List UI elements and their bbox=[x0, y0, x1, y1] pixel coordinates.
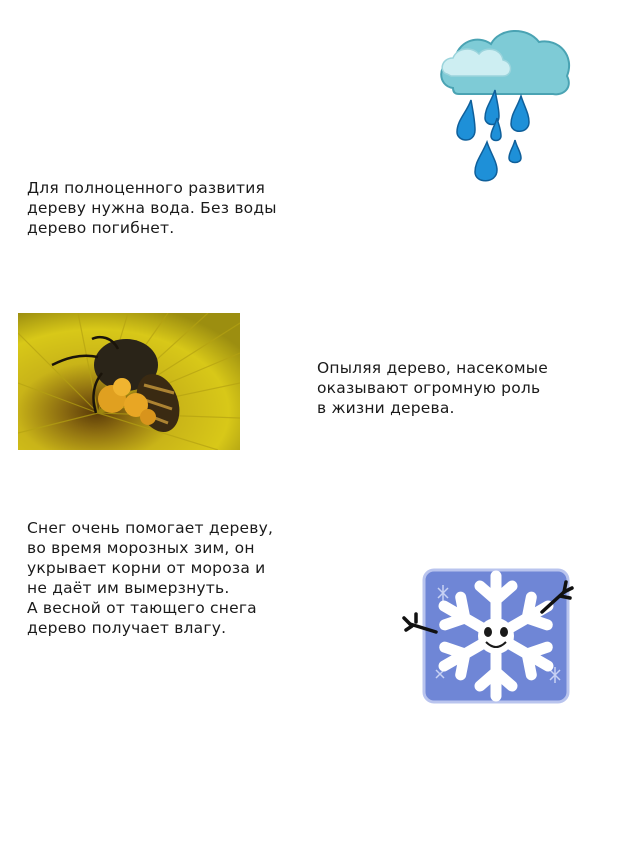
text-line: Снег очень помогает дереву, bbox=[27, 519, 274, 537]
text-line: Для полноценного развития bbox=[27, 179, 266, 197]
text-line: во время морозных зим, он bbox=[27, 539, 255, 557]
text-line: не даёт им вымерзнуть. bbox=[27, 579, 230, 597]
text-line: дереву нужна вода. Без воды bbox=[27, 199, 277, 217]
snow-text bbox=[27, 518, 273, 638]
bee-on-flower-photo bbox=[18, 313, 240, 450]
smiling-snowflake-icon bbox=[402, 566, 577, 706]
text-line: дерево получает влагу. bbox=[27, 619, 227, 637]
text-line: дерево погибнет. bbox=[27, 219, 175, 237]
text-line: А весной от тающего снега bbox=[27, 599, 257, 617]
rain-cloud-icon bbox=[435, 22, 575, 184]
text-line: укрывает корни от мороза и bbox=[27, 559, 266, 577]
text-line: Опыляя дерево, насекомые bbox=[317, 359, 548, 377]
text-line: в жизни дерева. bbox=[317, 399, 455, 417]
water-text bbox=[27, 178, 277, 238]
insects-text bbox=[317, 358, 548, 418]
text-line: оказывают огромную роль bbox=[317, 379, 541, 397]
